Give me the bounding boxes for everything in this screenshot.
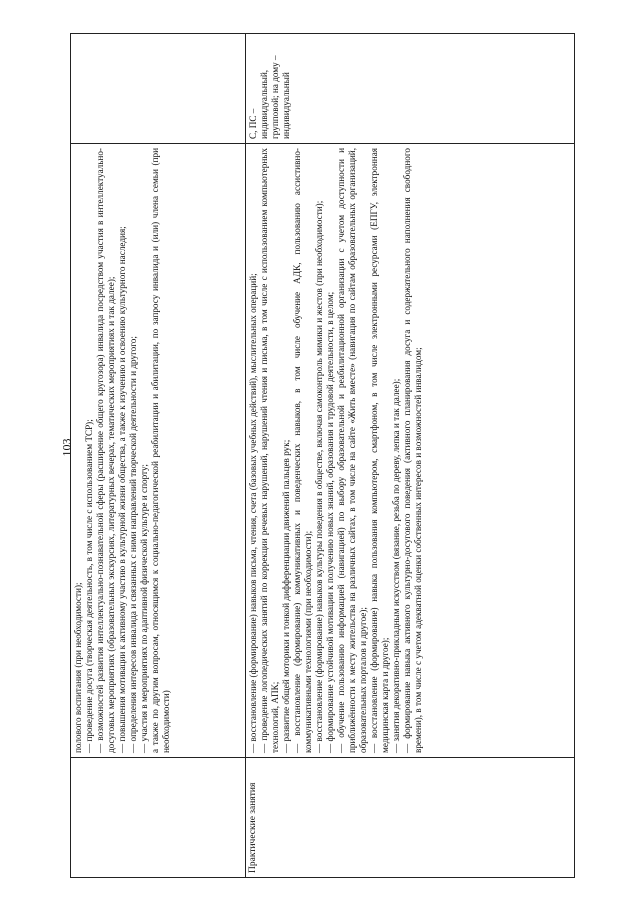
list-item: — возможностей развития интеллектуально-познавательной сферы (расширение общего кругозора) инвалида посредством участия в интеллектуально-досуговых мероприятиях (образовательных экскурсиях, литературных вечерах, тематических мероприятиях и так далее);: [95, 148, 116, 753]
list-item: — проведение досуга (творческая деятельность, в том числе с использованием ТСР);: [84, 419, 94, 753]
row-form: С, ПС – индивидуальный, групповой; на дому – индивидуальный: [246, 34, 575, 144]
list-item: — формирование навыка активного культурно-досугового поведения (активного планирования досуга и содержательного наполнения свободного времени), в том числе с учетом адекватной оценки собственных интересов и возможностей инвалидом;: [402, 148, 423, 753]
row-content: [71, 144, 246, 758]
list-item: а также по другим вопросам, относящимся к социально-педагогической реабилитации и абилитации, по запросу инвалида и (или) члена семьи (при необходимости): [150, 148, 171, 753]
rotated-table-wrapper: [70, 33, 575, 878]
list-item: — определения интересов инвалида и связанных с ними направлений творческой деятельности и другого;: [128, 336, 138, 753]
list-item: — восстановление (формирование) навыков культуры поведения в обществе, включая самоконтроль мимики и жестов (при необходимости);: [314, 200, 324, 753]
list-item: — повышения мотивации к активному участию в культурной жизни общества, а также к изучению и освоению культурного наследия;: [117, 226, 127, 753]
list-item: — участия в мероприятиях по адаптивной физической культуре и спорту;: [139, 464, 149, 753]
list-item: — восстановление (формирование) навыков письма, чтения, счета (базовых учебных действий), мыслительных операций;: [248, 273, 258, 753]
list-item: — обучение пользованию информацией (навигацией) по выбору образовательной и реабилитационной организации с учетом доступности и приближённости к месту жительства на различных сайтах, в том числе на сайте «Жить вместе» (навигация по сайтам образовательных организаций, образовательных порталов и другое);: [336, 148, 368, 753]
list-item: — проведение логопедических занятий по коррекции речевых нарушений, нарушений чтения и письма, в том числе с использованием компьютерных технологий, АПК;: [259, 148, 280, 753]
table-row: [71, 34, 246, 878]
row-label: [71, 758, 246, 878]
list-item: — занятия декоративно-прикладным искусством (вязание, резьба по дереву, лепка и так далее);: [391, 378, 401, 753]
row-content: [246, 144, 575, 758]
list-item: полового воспитания (при необходимости);: [73, 582, 83, 753]
rehabilitation-table: [70, 33, 575, 878]
page-number: 103: [59, 438, 74, 457]
list-item: — развитие общей моторики и тонкой дифференциации движений пальцев рук;: [281, 439, 291, 753]
row-label: Практические занятия: [246, 758, 575, 878]
list-item: — формирование устойчивой мотивации к получению новых знаний, образования и трудовой деятельности, в целом;: [325, 291, 335, 753]
row-form: [71, 34, 246, 144]
table-row: [246, 34, 575, 878]
list-item: — восстановление (формирование) навыка пользования компьютером, смартфоном, в том числе электронными ресурсами (ЕПГУ, электронная медицинская карта и другое);: [369, 148, 390, 753]
list-item: — восстановление (формирование) коммуникативных и поведенческих навыков, в том числе обучение АДК, пользованию ассистивно-коммуникативными технологиями (при необходимости);: [292, 148, 313, 753]
